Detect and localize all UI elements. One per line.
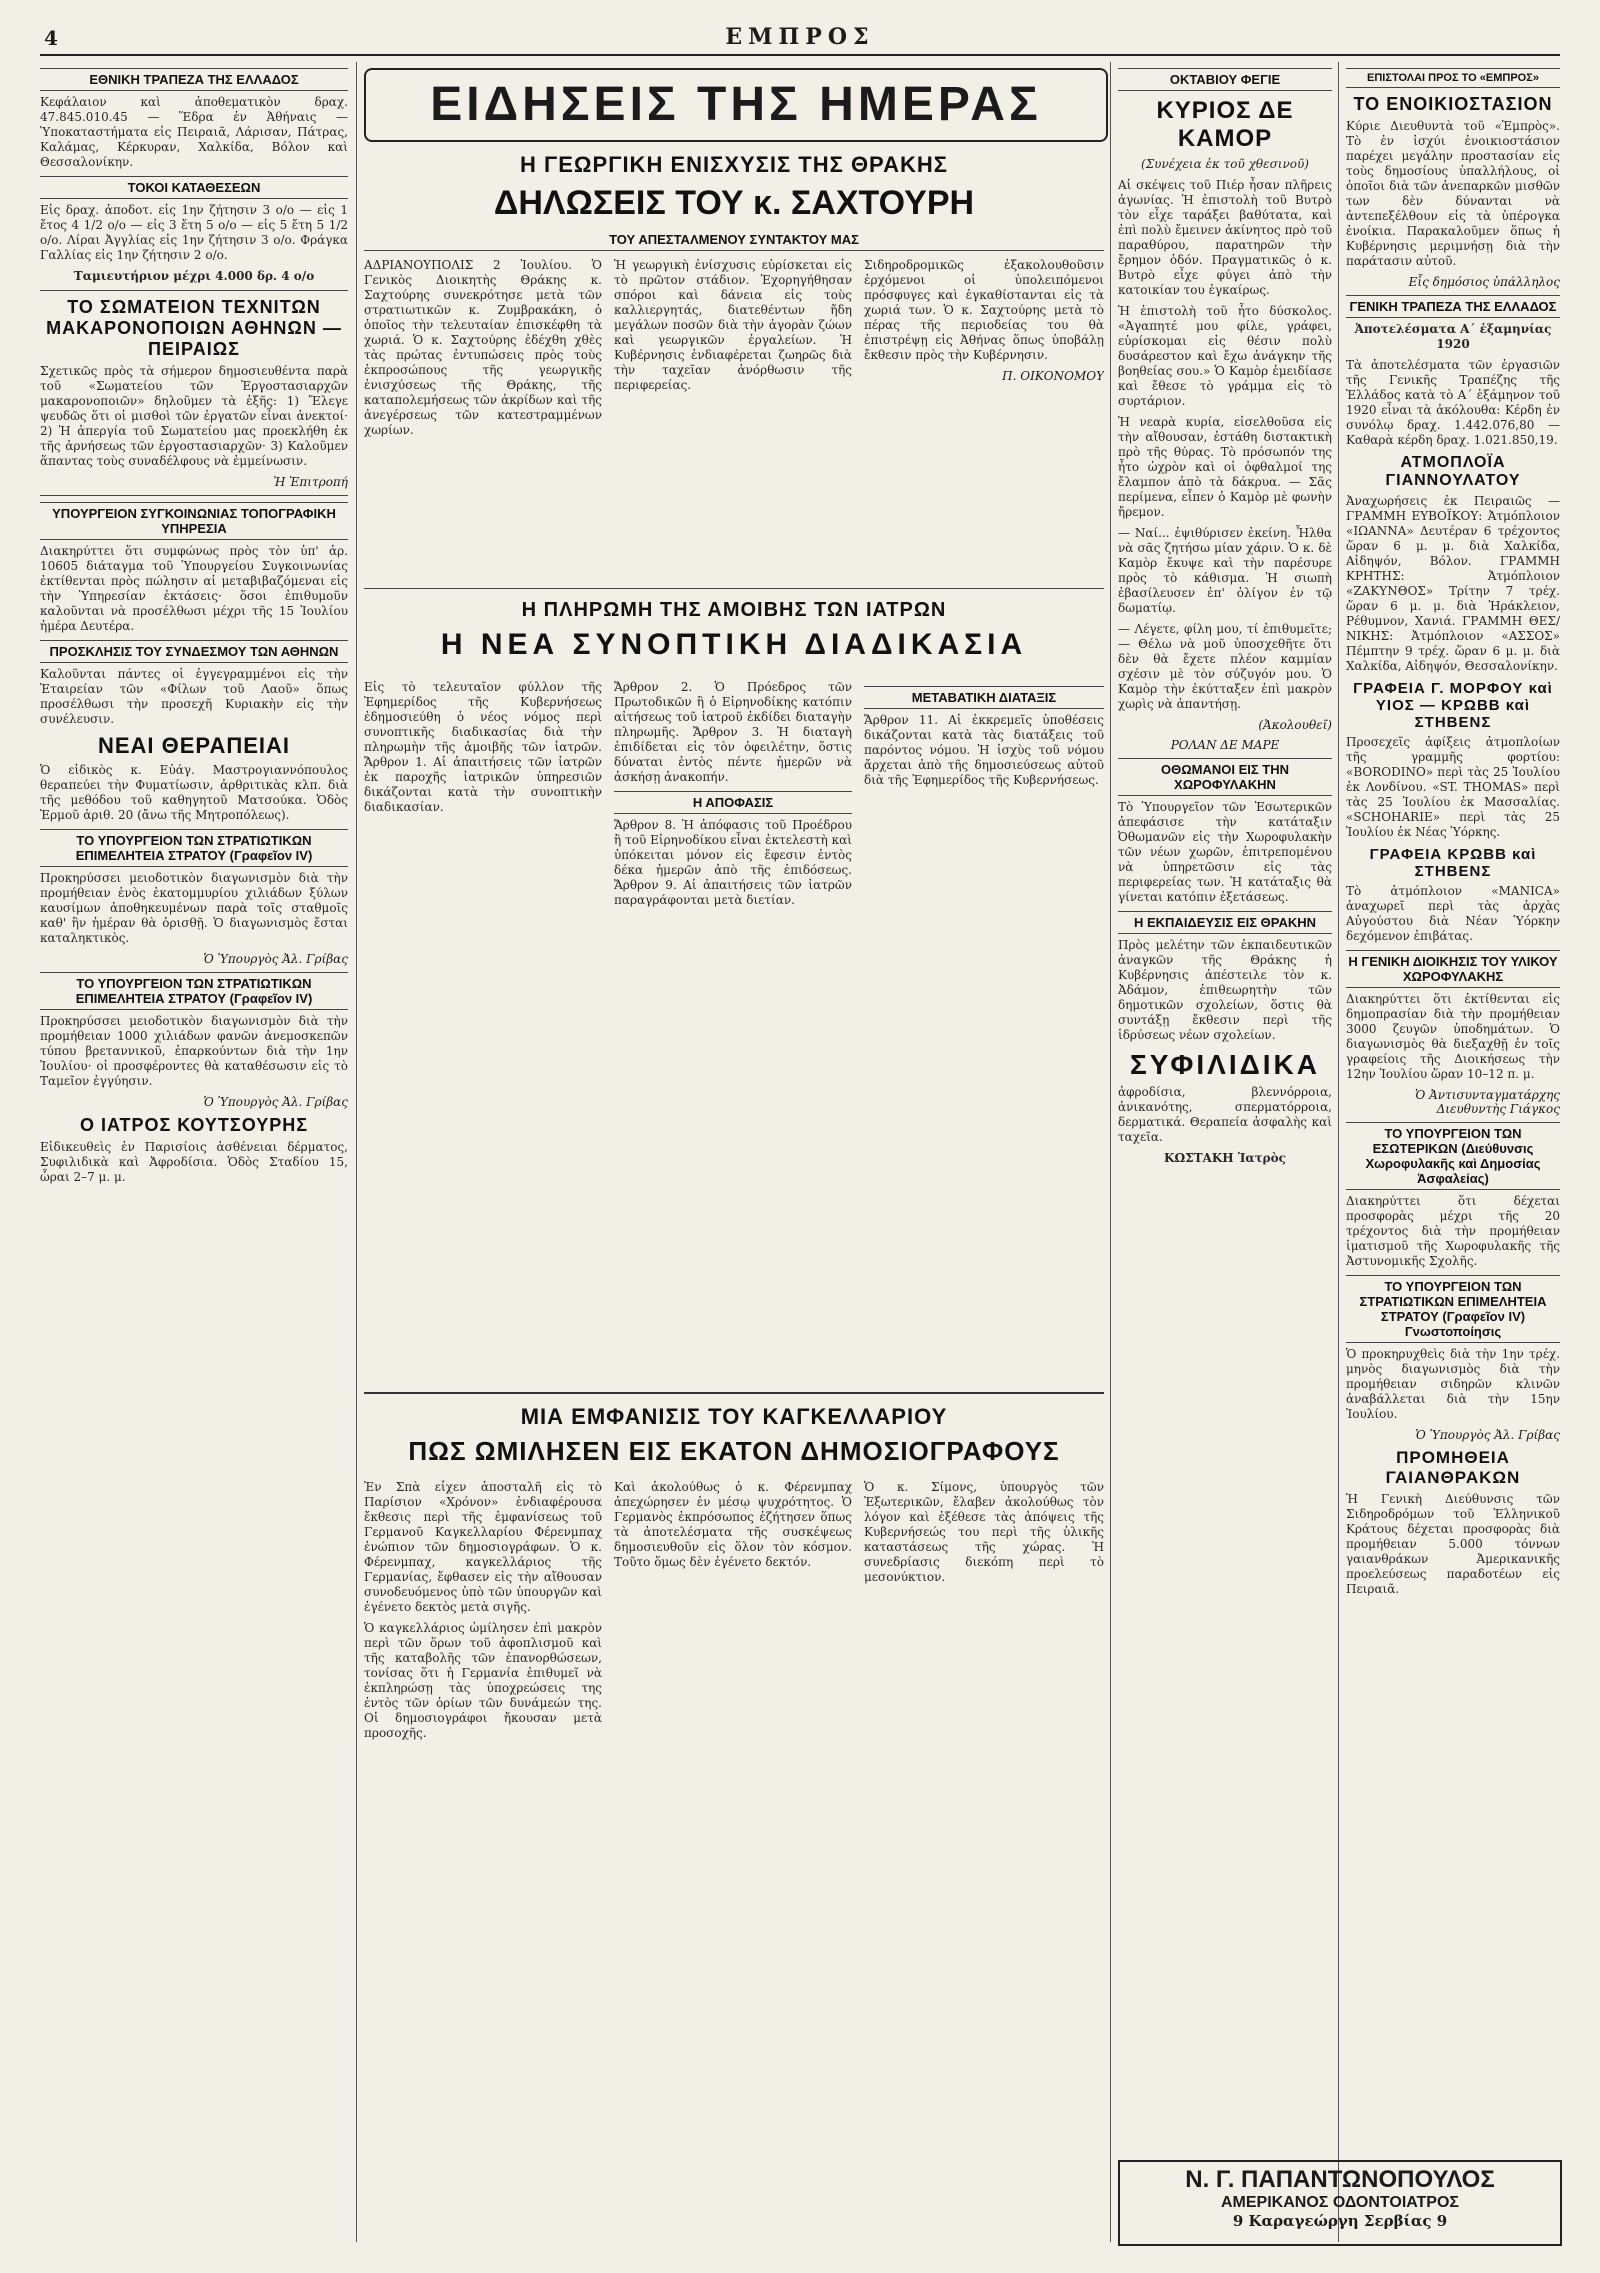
general-bank-heading: ΓΕΝΙΚΗ ΤΡΑΠΕΖΑ ΤΗΣ ΕΛΛΑΔΟΣ (1346, 295, 1560, 318)
gendarmerie-signature: Ὁ Ἀντισυνταγματάρχης Διευθυντὴς Γιάγκος (1414, 1088, 1560, 1116)
army-announcement-heading: ΤΟ ΥΠΟΥΡΓΕΙΟΝ ΤΩΝ ΣΤΡΑΤΙΩΤΙΚΩΝ ΕΠΙΜΕΛΗΤΕΙΑ ΣΤΡΑΤΟΥ (Γραφεῖον IV) Γνωστοποίησις (1346, 1275, 1560, 1343)
column-left (40, 62, 348, 2252)
ottomans-text: Τὸ Ὑπουργεῖον τῶν Ἐσωτερικῶν ἀπεφάσισε τὴν κατάταξιν Ὀθωμανῶν εἰς τὴν Χωροφυλακὴν τῶν νέων χωρῶν, ἐπιτρεπομένου νὰ ὑπηρετῶσιν εἰς τὰς περιφερείας των. Ἡ κατάταξις θὰ γίνεται κατόπιν ἐξετάσεως. (1118, 800, 1332, 904)
doctors-story-text-c: Ἄρθρον 8. Ἡ ἀπόφασις τοῦ Προέδρου ἢ τοῦ Εἰρηνοδίκου εἶναι ἐκτελεστὴ καὶ ὑπόκειται μόνον εἰς ἔφεσιν ἐντὸς δέκα ἡμερῶν ἀπὸ τῆς ἐπιδόσεως. Ἄρθρον 9. Αἱ ἀπαιτήσεις τῶν ἰατρῶν παραγράφονται μετὰ διετίαν. (614, 818, 852, 907)
therapies-heading: ΝΕΑΙ ΘΕΡΑΠΕΙΑΙ (97, 733, 291, 758)
gendarmerie-text: Διακηρύττει ὅτι ἐκτίθενται εἰς δημοπρασίαν διὰ τὴν προμήθειαν 3000 ζευγῶν ὑποδημάτων. Ὁ διαγωνισμὸς θὰ διεξαχθῇ ἐν τοῖς γραφείοις τῆς Διοικήσεως τὴν 12ην Ἰουλίου ὥραν 10–12 π. μ. (1346, 992, 1560, 1081)
coal-heading: ΠΡΟΜΗΘΕΙΑ ΓΑΙΑΝΘΡΑΚΩΝ (1385, 1448, 1521, 1487)
general-bank-subheading: Ἀποτελέσματα Α΄ ἑξαμηνίας 1920 (1354, 322, 1552, 351)
divider (40, 495, 348, 496)
doctor-ad-text: Εἰδικευθεὶς ἐν Παρισίοις ἀσθένειαι δέρματος, Συφιλιδικὰ καὶ Ἀφροδίσια. Ὁδὸς Σταδίου 15, ὧραι 2–7 μ. μ. (40, 1140, 348, 1184)
shipping-text: Ἀναχωρήσεις ἐκ Πειραιῶς — ΓΡΑΜΜΗ ΕΥΒΟΪΚΟΥ: Ἀτμόπλοιον «ΙΩΑΝΝΑ» Δευτέραν 6 τρέχοντος ὥραν 6 μ. μ. διὰ Χαλκίδα, Αἰδηψόν, Βόλον. ΓΡΑΜΜΗ ΚΡΗΤΗΣ: Ἀτμόπλοιον «ΖΑΚΥΝΘΟΣ» Τρίτην 7 τρέχ. ὥραν 6 μ. μ. διὰ Ἡράκλειον, Ρέθυμνον, Χανιά. ΓΡΑΜΜΗ ΘΕΣ/ΝΙΚΗΣ: Ἀτμόπλοιον «ΑΣΣΟΣ» Πέμπτην 9 τρέχ. ὥραν 6 μ. μ. διὰ Χαλκίδα, Αἰδηψόν, Θεσσαλονίκην. (1346, 494, 1560, 673)
serial-text-a: Αἱ σκέψεις τοῦ Πιέρ ἦσαν πλῆρεις ἀγωνίας. Ἡ ἐπιστολὴ τοῦ Βυτρὸ τὸν εἶχε ταράξει βαθύτατα, καὶ ἐπὶ πολὺ ἔμεινεν ἀκίνητος πρὸ τοῦ παραθύρου, παρατηρῶν τὴν ἔρημον ὁδόν. Πραγματικῶς ὁ κ. Βυτρὸ εἶχε φύγει ἀπὸ τὴν κατοικίαν του ἐγκαίρως. (1118, 178, 1332, 297)
masthead (40, 20, 1560, 56)
army-notice2-signature: Ὁ Ὑπουργὸς Ἀλ. Γρίβας (203, 1095, 348, 1109)
therapies-text: Ὁ εἰδικὸς κ. Εὐάγ. Μαστρογιαννόπουλος θεραπεύει τὴν Φυματίωσιν, ἀρθριτικὰς κλπ. διὰ τῆς μεθόδου τοῦ καθηγητοῦ Ματσούκα. Ὁδὸς Ἑρμοῦ ἀριθ. 20 (ἄνω τῆς Μητροπόλεως). (40, 763, 348, 822)
column-serial (1118, 62, 1332, 2252)
bank-heading: ΕΘΝΙΚΗ ΤΡΑΠΕΖΑ ΤΗΣ ΕΛΛΑΔΟΣ (40, 68, 348, 91)
serial-title: ΚΥΡΙΟΣ ΔΕ ΚΑΜΟΡ (1156, 97, 1294, 152)
dental-ad-title: ΑΜΕΡΙΚΑΝΟΣ ΟΔΟΝΤΟΙΑΤΡΟΣ (1220, 2194, 1459, 2211)
main-story-col-2 (614, 258, 852, 578)
letters-tag: ΕΠΙΣΤΟΛΑΙ ΠΡΟΣ ΤΟ «ΕΜΠΡΟΣ» (1346, 68, 1560, 88)
main-story-col-3 (864, 258, 1104, 578)
gendarmerie-heading: Η ΓΕΝΙΚΗ ΔΙΟΙΚΗΣΙΣ ΤΟΥ ΥΛΙΚΟΥ ΧΩΡΟΦΥΛΑΚΗΣ (1346, 950, 1560, 988)
chancellor-story-text-d: Ὁ κ. Σίμονς, ὑπουργὸς τῶν Ἐξωτερικῶν, ἔλαβεν ἀκολούθως τὸν λόγον καὶ ἐξέθεσε τὰς ἀπόψεις τῆς Κυβερνήσεώς του περὶ τῆς ὑλικῆς καταστάσεως τῆς χώρας. Ἡ συνεδρίασις διεκόπη περὶ τὸ μεσονύκτιον. (864, 1480, 1104, 1584)
dental-ad-address: 9 Καραγεώργη Σερβίας 9 (1232, 2212, 1448, 2230)
bank-text: Κεφάλαιον καὶ ἀποθεματικὸν δραχ. 47.845.010.45 — Ἕδρα ἐν Ἀθήναις — Ὑποκαταστήματα εἰς Πειραιᾶ, Λάρισαν, Πάτρας, Καλάμας, Κέρκυραν, Χαλκίδα, Βόλον καὶ Θεσσαλονίκην. (40, 95, 348, 169)
deposit-rates-text: Εἰς δραχ. ἀποδοτ. εἰς 1ην ζήτησιν 3 ο/ο — εἰς 1 ἔτος 4 1/2 ο/ο — εἰς 3 ἔτη 5 ο/ο — εἰς 5 ἔτη 5 1/2 ο/ο. Λίραι Ἀγγλίας εἰς 1ην ζήτησιν 3 ο/ο. Φράγκα Γαλλίας εἰς 1ην ζήτησιν 2 ο/ο. (40, 203, 348, 262)
army-notice-signature: Ὁ Ὑπουργὸς Ἀλ. Γρίβας (203, 952, 348, 966)
serial-text-e: — Λέγετε, φίλη μου, τί ἐπιθυμεῖτε; — Θέλω νὰ μοῦ ὑποσχεθῆτε ὅτι δὲν θὰ ἔχετε πλέον καμμίαν σχέσιν μὲ τὸν σύζυγόν μου. Ὁ Καμὸρ τὴν ἐκύτταξεν ἐπὶ μακρὸν χωρὶς νὰ ἀπαντήσῃ. (1118, 622, 1332, 711)
rent-heading: ΤΟ ΕΝΟΙΚΙΟΣΤΑΣΙΟΝ (1353, 94, 1553, 114)
deposit-rates-heading: ΤΟΚΟΙ ΚΑΤΑΘΕΣΕΩΝ (40, 176, 348, 199)
main-story-signature: Π. ΟΙΚΟΝΟΜΟΥ (1002, 369, 1104, 383)
page-number: 4 (44, 26, 58, 50)
doctors-story-col-2 (614, 680, 852, 1380)
doctors-story-text-d: Ἄρθρον 11. Αἱ ἐκκρεμεῖς ὑποθέσεις δικάζονται κατὰ τὰς διατάξεις τοῦ παρόντος νόμου. Ἡ ἰσχὺς τοῦ νόμου ἄρχεται ἀπὸ τῆς δημοσιεύσεως αὐτοῦ διὰ τῆς Ἐφημερίδος τῆς Κυβερνήσεως. (864, 713, 1104, 787)
offices-heading: ΓΡΑΦΕΙΑ Γ. ΜΟΡΦΟΥ καὶ ΥΙΟΣ — ΚΡΩΒΒ καὶ ΣΤΗΒΕΝΣ (1353, 680, 1553, 731)
invitation-heading: ΠΡΟΣΚΛΗΣΙΣ ΤΟΥ ΣΥΝΔΕΣΜΟΥ ΤΩΝ ΑΘΗΝΩΝ (40, 640, 348, 663)
union-heading: ΤΟ ΣΩΜΑΤΕΙΟΝ ΤΕΧΝΙΤΩΝ ΜΑΚΑΡΟΝΟΠΟΙΩΝ ΑΘΗΝΩΝ — ΠΕΙΡΑΙΩΣ (46, 297, 342, 359)
banner-title: ΕΙΔΗΣΕΙΣ ΤΗΣ ΗΜΕΡΑΣ (430, 78, 1042, 131)
union-text: Σχετικῶς πρὸς τὰ σήμερον δημοσιευθέντα παρὰ τοῦ «Σωματείου τῶν Ἐργοστασιαρχῶν μακαρονοποιῶν» δηλοῦμεν τὰ ἑξῆς: 1) Ἔλεγε ψευδῶς ὅτι οἱ μισθοὶ τῶν ἐργατῶν εἶναι ἀνεκτοί· 2) Ἡ ἀπεργία τοῦ Σωματείου μας προεκλήθη ἐκ τῆς ἀρνήσεως τῶν ἐργοστασιαρχῶν· 3) Καλοῦμεν ἅπαντας τοὺς συναδέλφους νὰ ἐμμείνωσιν. (40, 364, 348, 468)
interior-heading: ΤΟ ΥΠΟΥΡΓΕΙΟΝ ΤΩΝ ΕΣΩΤΕΡΙΚΩΝ (Διεύθυνσις Χωροφυλακῆς καὶ Δημοσίας Ἀσφαλείας) (1346, 1122, 1560, 1190)
divider (40, 290, 348, 291)
doctors-story-sub-transitional: ΜΕΤΑΒΑΤΙΚΗ ΔΙΑΤΑΞΙΣ (864, 686, 1104, 709)
chancellor-story-text-c: Καὶ ἀκολούθως ὁ κ. Φέρενμπαχ ἀπεχώρησεν ἐν μέσῳ ψυχρότητος. Ὁ Γερμανὸς ἐκπρόσωπος ἐζήτησεν ὅπως τὰ ἀποτελέσματα τῆς συσκέψεως δημοσιευθοῦν εἰς ὅλον τὸν κόσμον. Τοῦτο ὅμως δὲν ἐγένετο δεκτόν. (614, 1480, 852, 1569)
serial-text-d: — Ναί... ἐψιθύρισεν ἐκείνη. Ἦλθα νὰ σᾶς ζητήσω μίαν χάριν. Ὁ κ. δὲ Καμὸρ ἔκυψε καὶ τὴν παρέσυρε πρὸς τὸ κάθισμα. Ἡ σιωπὴ ἐβασίλευσεν ἐπ' ὀλίγον ἐν τῷ δωματίῳ. (1118, 526, 1332, 615)
column-rule (1110, 62, 1111, 2242)
army-notice-text: Προκηρύσσει μειοδοτικὸν διαγωνισμὸν διὰ τὴν προμήθειαν ἑνὸς ἑκατομμυρίου χιλιάδων ξύλων καυσίμων ἀποθηκευμένων παρὰ τοῖς σταθμοῖς καθ' ἣν ἡμέραν θὰ ὁρισθῇ. Ὁ διαγωνισμὸς ἔσται καταληκτικὸς. (40, 871, 348, 945)
chancellor-story-col-2 (614, 1480, 852, 2240)
serial-note: (Συνέχεια ἐκ τοῦ χθεσινοῦ) (1141, 157, 1309, 171)
general-bank-text: Τὰ ἀποτελέσματα τῶν ἐργασιῶν τῆς Γενικῆς Τραπέζης τῆς Ἑλλάδος κατὰ τὸ Α΄ ἑξάμηνον τοῦ 1920 εἶναι τὰ ἀκόλουθα: Κέρδη ἐν συνόλῳ δραχ. 1.442.076,80 — Καθαρὰ κέρδη δραχ. 1.021.850,19. (1346, 358, 1560, 447)
crobb-text: Τὸ ἀτμόπλοιον «MANICA» ἀναχωρεῖ περὶ τὰς ἀρχὰς Αὐγούστου διὰ Νέαν Ὑόρκην δεχόμενον ἐπιβάτας. (1346, 884, 1560, 943)
main-story-text-c: Σιδηροδρομικῶς ἐξακολουθοῦσιν ἐρχόμενοι οἱ ὑπολειπόμενοι πρόσφυγες καὶ ἐγκαθίστανται εἰς τὰ χωριά των. Ὁ κ. Σαχτούρης μετὰ τὸ πέρας τῆς περιοδείας του θὰ ἐπιστρέψῃ εἰς Ἀθήνας ὅπως ὑποβάλῃ ἔκθεσιν πρὸς τὴν Κυβέρνησιν. (864, 258, 1104, 362)
syphilis-ad-title: ΣΥΦΙΛΙΔΙΚΑ (1130, 1049, 1320, 1080)
serial-author: ΟΚΤΑΒΙΟΥ ΦΕΓΙΕ (1118, 68, 1332, 91)
doctors-story-head (364, 588, 1104, 666)
main-story-headline: ΔΗΛΩΣΕΙΣ ΤΟΥ κ. ΣΑΧΤΟΥΡΗ (493, 184, 975, 222)
army-announcement-text: Ὁ προκηρυχθεὶς διὰ τὴν 1ην τρέχ. μηνὸς διαγωνισμὸς διὰ τὴν προμήθειαν σιδηρῶν κλινῶν ἀναβάλλεται διὰ τὴν 15ην Ἰουλίου. (1346, 1347, 1560, 1421)
dental-ad-name: Ν. Γ. ΠΑΠΑΝΤΩΝΟΠΟΥΛΟΣ (1185, 2166, 1495, 2193)
doctor-ad-heading: Ο ΙΑΤΡΟΣ ΚΟΥΤΣΟΥΡΗΣ (79, 1115, 309, 1135)
coal-text: Ἡ Γενικὴ Διεύθυνσις τῶν Σιδηροδρόμων τοῦ Ἑλληνικοῦ Κράτους δέχεται προσφορὰς διὰ προμήθειαν 5.000 τόννων γαιανθράκων Ἀμερικανικῆς προελεύσεως παραδοτέων εἰς Πειραιᾶ. (1346, 1492, 1560, 1596)
topography-text: Διακηρύττει ὅτι συμφώνως πρὸς τὸν ὑπ' ἀρ. 10605 διάταγμα τοῦ Ὑπουργείου Συγκοινωνίας ἐκτίθενται πρὸς πώλησιν αἱ μεταβιβαζόμεναι εἰς τὴν Ὑπηρεσίαν ἐκτάσεις· ὅσοι ἐπιθυμοῦν καλοῦνται νὰ προσέλθωσι μέχρι τῆς 15 Ἰουλίου ἡμέρα Δευτέρα. (40, 544, 348, 633)
main-story-col-1 (364, 258, 602, 578)
serial-text-b: Ἡ ἐπιστολὴ τοῦ ἦτο δύσκολος. «Ἀγαπητέ μου φίλε, γράφει, εὑρίσκομαι εἰς θέσιν πολὺ δυσάρεστον καὶ ἔχω ἀνάγκην τῆς βοηθείας σου.» Ὁ Καμὸρ ἐμειδίασε καὶ ἔθεσε τὸ γράμμα εἰς τὸ συρτάριον. (1118, 304, 1332, 408)
offices-text: Προσεχεῖς ἀφίξεις ἀτμοπλοίων τῆς γραμμῆς φορτίου: «BORODINO» περὶ τὰς 25 Ἰουλίου ἐκ Λονδίνου. «ST. THOMAS» περὶ τὰς 25 Ἰουλίου ἐκ Μασσαλίας. «SCHOHARIE» περὶ τὰς 25 Ἰουλίου ἐκ Νέας Ὑόρκης. (1346, 735, 1560, 839)
chancellor-story-kicker: ΜΙΑ ΕΜΦΑΝΙΣΙΣ ΤΟΥ ΚΑΓΚΕΛΛΑΡΙΟΥ (520, 1404, 948, 1429)
chancellor-story-col-3 (864, 1480, 1104, 2240)
doctors-story-headline: Η ΝΕΑ ΣΥΝΟΠΤΙΚΗ ΔΙΑΔΙΚΑΣΙΑ (440, 628, 1028, 661)
serial-text-c: Ἡ νεαρὰ κυρία, εἰσελθοῦσα εἰς τὴν αἴθουσαν, ἐστάθη διστακτικὴ πρὸ τῆς θύρας. Τὸ πρόσωπόν της ἦτο ὠχρὸν καὶ οἱ ὀφθαλμοί της ἔλαμπον ἀπὸ τὰ δάκρυα. — Σᾶς περίμενα, εἶπεν ὁ Καμὸρ μὲ φωνὴν ἤρεμον. (1118, 415, 1332, 519)
thrace-education-text: Πρὸς μελέτην τῶν ἐκπαιδευτικῶν ἀναγκῶν τῆς Θράκης ἡ Κυβέρνησις ἀπέστειλε τὸν κ. Ἀδάμον, ἐπιθεωρητὴν τῶν δημοτικῶν σχολείων, ὅστις θὰ συντάξῃ ἔκθεσιν περὶ τῆς ἱδρύσεως νέων σχολείων. (1118, 938, 1332, 1042)
rent-signature: Εἷς δημόσιος ὑπάλληλος (1408, 275, 1560, 289)
crobb-heading: ΓΡΑΦΕΙΑ ΚΡΩΒΒ καὶ ΣΤΗΒΕΝΣ (1369, 846, 1537, 880)
doctors-story-text-a: Εἰς τὸ τελευταῖον φύλλον τῆς Ἐφημερίδος τῆς Κυβερνήσεως ἐδημοσιεύθη ὁ νέος νόμος περὶ συνοπτικῆς διαδικασίας διὰ τὴν πληρωμὴν τῆς ἀμοιβῆς τῶν ἰατρῶν. Ἄρθρον 1. Αἱ ἀπαιτήσεις τῶν ἰατρῶν ἐκ παροχῆς ἰατρικῶν ὑπηρεσιῶν δικάζονται κατὰ τὴν συνοπτικὴν διαδικασίαν. (364, 680, 602, 814)
army-notice2-heading: ΤΟ ΥΠΟΥΡΓΕΙΟΝ ΤΩΝ ΣΤΡΑΤΙΩΤΙΚΩΝ ΕΠΙΜΕΛΗΤΕΙΑ ΣΤΡΑΤΟΥ (Γραφεῖον IV) (40, 972, 348, 1010)
main-story-byline: ΤΟΥ ΑΠΕΣΤΑΛΜΕΝΟΥ ΣΥΝΤΑΚΤΟΥ ΜΑΣ (364, 229, 1104, 251)
ottomans-heading: ΟΘΩΜΑΝΟΙ ΕΙΣ ΤΗΝ ΧΩΡΟΦΥΛΑΚΗΝ (1118, 758, 1332, 796)
column-right (1346, 62, 1560, 2152)
army-notice2-text: Προκηρύσσει μειοδοτικὸν διαγωνισμὸν διὰ τὴν προμήθειαν 1000 χιλιάδων φανῶν ἀνεμοσκεπῶν τύπου βρεταννικοῦ, ἐπαρκούντων διὰ τὴν 1ην Ἰουλίου· οἱ προσφέροντες θὰ καταθέσωσιν εἰς τὸ Ταμεῖον ἐγγύησιν. (40, 1014, 348, 1088)
doctors-story-text-b: Ἄρθρον 2. Ὁ Πρόεδρος τῶν Πρωτοδικῶν ἢ ὁ Εἰρηνοδίκης κατόπιν αἰτήσεως τοῦ ἰατροῦ ἐκδίδει διαταγὴν πληρωμῆς. Ἄρθρον 3. Ἡ διαταγὴ ἐπιδίδεται εἰς τὸν ὀφειλέτην, ὅστις δύναται ἐντὸς πέντε ἡμερῶν νὰ ἀσκήσῃ ἀνακοπήν. (614, 680, 852, 784)
column-rule (356, 62, 357, 2242)
doctors-story-sub-decision: Η ΑΠΟΦΑΣΙΣ (614, 791, 852, 814)
newspaper-name: ΕΜΠΡΟΣ (725, 24, 875, 50)
doctors-story-col-1 (364, 680, 602, 1380)
roland-signature: ΡΟΛΑΝ ΔΕ ΜΑΡΕ (1170, 738, 1280, 752)
army-notice-heading: ΤΟ ΥΠΟΥΡΓΕΙΟΝ ΤΩΝ ΣΤΡΑΤΙΩΤΙΚΩΝ ΕΠΙΜΕΛΗΤΕΙΑ ΣΤΡΑΤΟΥ (Γραφεῖον IV) (40, 829, 348, 867)
thrace-education-heading: Η ΕΚΠΑΙΔΕΥΣΙΣ ΕΙΣ ΘΡΑΚΗΝ (1118, 911, 1332, 934)
main-story-text-b: Ἡ γεωργικὴ ἐνίσχυσις εὑρίσκεται εἰς τὸ πρῶτον στάδιον. Ἐχορηγήθησαν σπόροι καὶ δάνεια εἰς τοὺς καλλιεργητάς, διατεθέντων ἤδη μεγάλων ποσῶν διὰ τὴν ἀγορὰν ζώων καὶ γεωργικῶν ἐργαλείων. Ἡ Κυβέρνησις ἐνδιαφέρεται ζωηρῶς διὰ τὴν ταχεῖαν ἀνόρθωσιν τῆς περιφερείας. (614, 258, 852, 392)
doctors-story-col-3 (864, 680, 1104, 1380)
main-story-text-a: ΑΔΡΙΑΝΟΥΠΟΛΙΣ 2 Ἰουλίου. Ὁ Γενικὸς Διοικητὴς Θράκης κ. Σαχτούρης συνεκρότησε μετὰ τῶν στρατιωτικῶν κ. Ζυμβρακάκη, ὁ ὁποῖος τὴν τελευταίαν ἐπισκέφθη τὰ χωριά. Ὁ κ. Σαχτούρης ἐδέχθη χθὲς τὰς πρώτας ἐντυπώσεις πρὸς τοὺς ἐκπροσώπους τῆς γεωργικῆς ἐνισχύσεως τῆς Θράκης, τῆς καταπολεμήσεως τῶν ἀκρίδων καὶ τῆς ἀνεγέρσεως τῶν κατεστραμμένων χωρίων. (364, 258, 602, 437)
chancellor-story-head (364, 1392, 1104, 1471)
shipping-heading: ΑΤΜΟΠΛΟΪΑ ΓΙΑΝΝΟΥΛΑΤΟΥ (1385, 454, 1521, 489)
main-story-head (364, 146, 1104, 255)
chancellor-story-col-1 (364, 1480, 602, 2240)
chancellor-story-text-a: Ἐν Σπὰ εἶχεν ἀποσταλῆ εἰς τὸ Παρίσιον «Χρόνον» ἐνδιαφέρουσα ἔκθεσις περὶ τῆς ἐμφανίσεως τοῦ Γερμανοῦ Καγκελλαρίου Φέρενμπαχ ἐνώπιον τῶν δημοσιογράφων. Ὁ κ. Φέρενμπαχ, καγκελλάριος τῆς Γερμανίας, ἔφθασεν εἰς τὴν αἴθουσαν συνοδευόμενος ὑπὸ τῶν ὑπουργῶν καὶ ἐγένετο δεκτὸς μετὰ σιγῆς. (364, 1480, 602, 1614)
chancellor-story-text-b: Ὁ καγκελλάριος ὡμίλησεν ἐπὶ μακρὸν περὶ τῶν ὅρων τοῦ ἀφοπλισμοῦ καὶ τῆς καταβολῆς τῶν ἐπανορθώσεων, τονίσας ὅτι ἡ Γερμανία ἐπιθυμεῖ νὰ ἐκπληρώσῃ τὰς ὑποχρεώσεις της ἐντὸς τῶν ὁρίων τῶν δυνάμεών της. Οἱ δημοσιογράφοι ἤκουσαν μετὰ προσοχῆς. (364, 1621, 602, 1740)
savings-line: Ταμιευτήριον μέχρι 4.000 δρ. 4 ο/ο (73, 269, 315, 283)
interior-text: Διακηρύττει ὅτι δέχεται προσφορὰς μέχρι τῆς 20 τρέχοντος διὰ τὴν προμήθειαν ἱματισμοῦ τῆς Χωροφυλακῆς τῆς Ἀστυνομικῆς Σχολῆς. (1346, 1194, 1560, 1268)
union-signature: Ἡ Ἐπιτροπή (273, 475, 348, 489)
syphilis-ad-text: ἀφροδίσια, βλεννόρροια, ἀνικανότης, σπερματόρροια, δερματικά. Θεραπεία ἀσφαλὴς καὶ ταχεῖα. (1118, 1085, 1332, 1144)
rent-text: Κύριε Διευθυντὰ τοῦ «Ἐμπρὸς». Τὸ ἐν ἰσχύι ἐνοικιοστάσιον παρέχει μεγάλην προστασίαν εἰς τοὺς δημοσίους ὑπαλλήλους, οἱ ὁποῖοι διὰ τῶν ἀνεπαρκῶν μισθῶν των δὲν δύνανται νὰ ἀντεπεξέλθουν εἰς τὰ ὑπέρογκα ἐνοίκια. Παρακαλοῦμεν ὅπως ἡ Κυβέρνησις μεριμνήσῃ διὰ τὴν παράτασιν αὐτοῦ. (1346, 119, 1560, 268)
main-story-kicker: Η ΓΕΩΡΓΙΚΗ ΕΝΙΣΧΥΣΙΣ ΤΗΣ ΘΡΑΚΗΣ (520, 152, 948, 177)
column-rule (1338, 62, 1339, 2242)
serial-continues: (Ἀκολουθεῖ) (1258, 718, 1332, 732)
syphilis-ad-doctor: ΚΩΣΤΑΚΗ Ἰατρὸς (1164, 1151, 1286, 1165)
army-announcement-signature: Ὁ Ὑπουργὸς Ἀλ. Γρίβας (1415, 1428, 1560, 1442)
newspaper-page (40, 20, 1560, 2250)
doctors-story-kicker: Η ΠΛΗΡΩΜΗ ΤΗΣ ΑΜΟΙΒΗΣ ΤΩΝ ΙΑΤΡΩΝ (521, 599, 947, 621)
news-banner (364, 68, 1108, 142)
topography-heading: ΥΠΟΥΡΓΕΙΟΝ ΣΥΓΚΟΙΝΩΝΙΑΣ ΤΟΠΟΓΡΑΦΙΚΗ ΥΠΗΡΕΣΙΑ (40, 502, 348, 540)
invitation-text: Καλοῦνται πάντες οἱ ἐγγεγραμμένοι εἰς τὴν Ἑταιρείαν τῶν «Φίλων τοῦ Λαοῦ» ὅπως προσέλθωσι τὴν προσεχῆ Κυριακὴν εἰς τὴν συνέλευσιν. (40, 667, 348, 726)
chancellor-story-headline: ΠΩΣ ΩΜΙΛΗΣΕΝ ΕΙΣ ΕΚΑΤΟΝ ΔΗΜΟΣΙΟΓΡΑΦΟΥΣ (408, 1436, 1060, 1466)
dental-ad (1118, 2160, 1562, 2246)
